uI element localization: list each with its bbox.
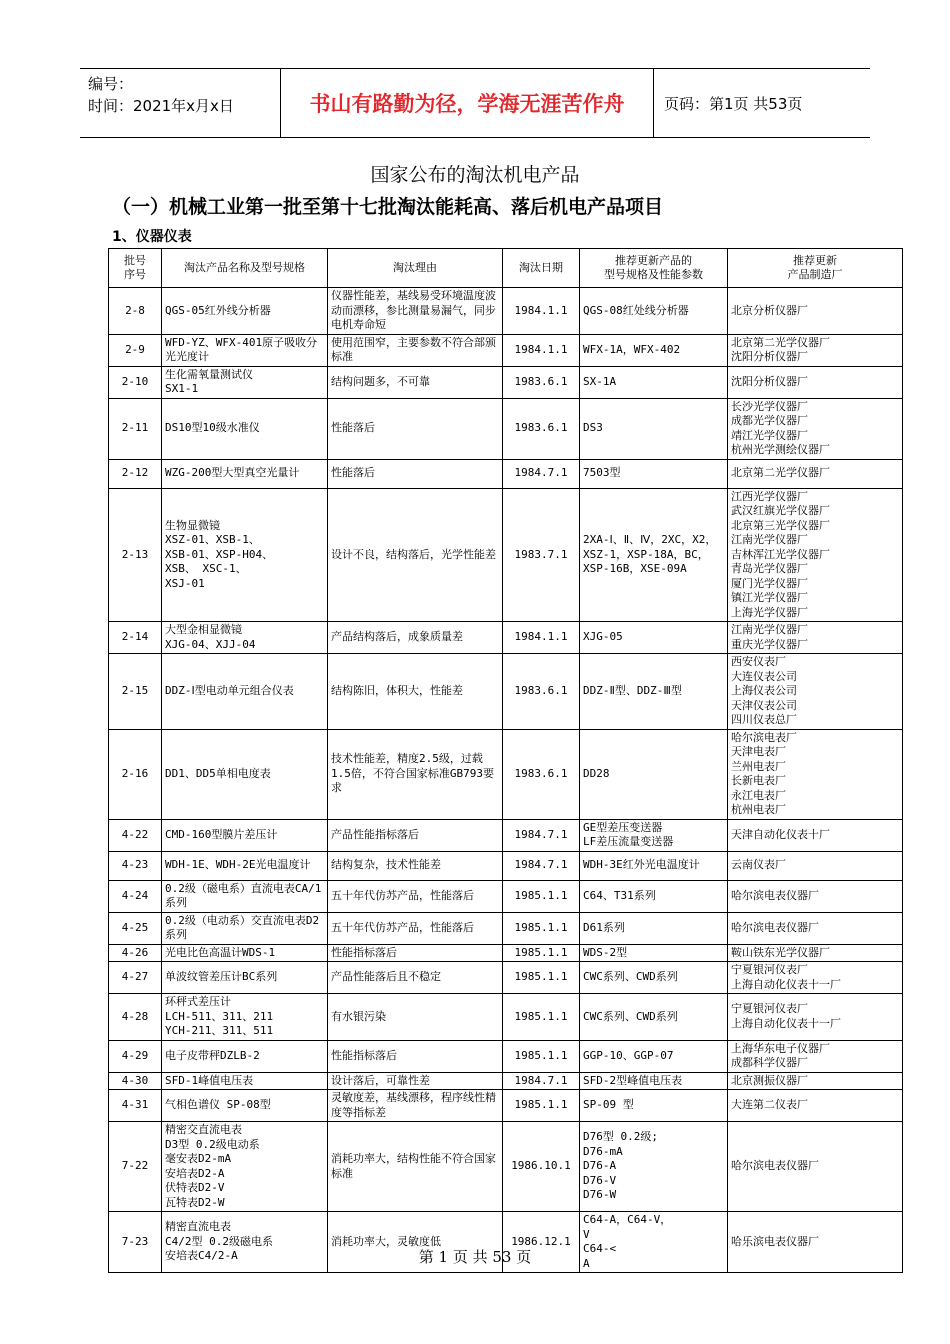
recommended-product: SX-1A (580, 366, 728, 398)
table-row (109, 288, 903, 335)
recommended-maker: 沈阳分析仪器厂 (728, 366, 903, 398)
row-number: 2-16 (109, 729, 162, 819)
table-header-row (109, 249, 903, 288)
table-row (109, 962, 903, 994)
elimination-reason: 产品性能落后且不稳定 (328, 962, 503, 994)
elimination-reason: 性能落后 (328, 398, 503, 459)
column-header: 淘汰理由 (328, 249, 503, 288)
elimination-reason: 消耗功率大，结构性能不符合国家标准 (328, 1122, 503, 1212)
elimination-date: 1985.1.1 (503, 962, 580, 994)
elimination-date: 1984.7.1 (503, 851, 580, 880)
table-row (109, 994, 903, 1041)
elimination-date: 1983.6.1 (503, 654, 580, 730)
recommended-product: C64-A，C64-V， V C64-< A (580, 1212, 728, 1273)
table-row (109, 944, 903, 962)
recommended-product: XJG-05 (580, 622, 728, 654)
product-name: 气相色谱仪 SP-08型 (162, 1090, 328, 1122)
product-name: 精密直流电表 C4/2型 0.2级磁电系 安培表C4/2-A (162, 1212, 328, 1273)
recommended-product: CWC系列、CWD系列 (580, 962, 728, 994)
product-name: 大型金相显微镜 XJG-04、XJJ-04 (162, 622, 328, 654)
recommended-maker: 江西光学仪器厂 武汉红旗光学仪器厂 北京第三光学仪器厂 江南光学仪器厂 吉林浑江光学仪器厂 青岛光学仪器厂 厦门光学仪器厂 镇江光学仪器厂 上海光学仪器厂 (728, 488, 903, 622)
elimination-reason: 产品结构落后，成象质量差 (328, 622, 503, 654)
column-header: 批号 序号 (109, 249, 162, 288)
column-header: 淘汰产品名称及型号规格 (162, 249, 328, 288)
elimination-date: 1984.7.1 (503, 819, 580, 851)
product-name: 0.2级（电动系）交直流电表D2系列 (162, 912, 328, 944)
column-header: 淘汰日期 (503, 249, 580, 288)
page-label: 页码：第1页 共53页 (664, 94, 803, 113)
row-number: 4-24 (109, 880, 162, 912)
table-row (109, 912, 903, 944)
recommended-product: D76型 0.2级; D76-mA D76-A D76-V D76-W (580, 1122, 728, 1212)
header-meta (80, 69, 280, 137)
elimination-reason: 灵敏度差，基线漂移，程序线性精度等指标差 (328, 1090, 503, 1122)
row-number: 7-22 (109, 1122, 162, 1212)
table-row (109, 459, 903, 488)
product-name: 0.2级（磁电系）直流电表CA/1系列 (162, 880, 328, 912)
recommended-product: SFD-2型峰值电压表 (580, 1072, 728, 1090)
document-title: 国家公布的淘汰机电产品 (370, 164, 580, 186)
row-number: 2-11 (109, 398, 162, 459)
table-row (109, 622, 903, 654)
recommended-maker: 长沙光学仪器厂 成都光学仪器厂 靖江光学仪器厂 杭州光学测绘仪器厂 (728, 398, 903, 459)
recommended-maker: 宁夏银河仪表厂 上海自动化仪表十一厂 (728, 962, 903, 994)
section-heading: 1、仪器仪表 (112, 229, 192, 245)
row-number: 2-14 (109, 622, 162, 654)
recommended-maker: 宁夏银河仪表厂 上海自动化仪表十一厂 (728, 994, 903, 1041)
elimination-date: 1985.1.1 (503, 944, 580, 962)
elimination-reason: 五十年代仿苏产品，性能落后 (328, 912, 503, 944)
elimination-date: 1984.7.1 (503, 459, 580, 488)
elimination-reason: 性能指标落后 (328, 944, 503, 962)
product-name: SFD-1峰值电压表 (162, 1072, 328, 1090)
document-subtitle: （一）机械工业第一批至第十七批淘汰能耗高、落后机电产品项目 (112, 196, 664, 218)
page-header (80, 68, 870, 138)
product-name: DS10型10级水准仪 (162, 398, 328, 459)
elimination-date: 1984.1.1 (503, 288, 580, 335)
row-number: 4-31 (109, 1090, 162, 1122)
product-name: DDZ-Ⅰ型电动单元组合仪表 (162, 654, 328, 730)
product-name: 电子皮带秤DZLB-2 (162, 1040, 328, 1072)
elimination-reason: 技术性能差，精度2.5级，过载1.5倍，不符合国家标准GB793要求 (328, 729, 503, 819)
elimination-reason: 五十年代仿苏产品，性能落后 (328, 880, 503, 912)
table-row (109, 654, 903, 730)
product-name: 生物显微镜 XSZ-01、XSB-1、 XSB-01、XSP-H04、 XSB、 XSC-1、 XSJ-01 (162, 488, 328, 622)
recommended-product: WFX-1A，WFX-402 (580, 334, 728, 366)
recommended-product: WDH-3E红外光电温度计 (580, 851, 728, 880)
table-row (109, 488, 903, 622)
recommended-product: DS3 (580, 398, 728, 459)
elimination-reason: 结构问题多，不可靠 (328, 366, 503, 398)
recommended-maker: 天津自动化仪表十厂 (728, 819, 903, 851)
recommended-product: DDZ-Ⅱ型、DDZ-Ⅲ型 (580, 654, 728, 730)
elimination-date: 1983.7.1 (503, 488, 580, 622)
row-number: 4-27 (109, 962, 162, 994)
elimination-date: 1986.10.1 (503, 1122, 580, 1212)
product-name: WDH-1E、WDH-2E光电温度计 (162, 851, 328, 880)
row-number: 2-13 (109, 488, 162, 622)
recommended-maker: 北京测振仪器厂 (728, 1072, 903, 1090)
elimination-date: 1985.1.1 (503, 994, 580, 1041)
elimination-reason: 仪器性能差，基线易受环境温度波动而漂移，参比测量易漏气，同步电机寿命短 (328, 288, 503, 335)
row-number: 4-23 (109, 851, 162, 880)
elimination-date: 1985.1.1 (503, 1040, 580, 1072)
product-name: DD1、DD5单相电度表 (162, 729, 328, 819)
recommended-product: D61系列 (580, 912, 728, 944)
product-name: 环秤式差压计 LCH-511、311、211 YCH-211、311、511 (162, 994, 328, 1041)
recommended-maker: 大连第二仪表厂 (728, 1090, 903, 1122)
elimination-date: 1984.1.1 (503, 334, 580, 366)
row-number: 4-28 (109, 994, 162, 1041)
recommended-product: WDS-2型 (580, 944, 728, 962)
table-row (109, 1040, 903, 1072)
products-table (108, 248, 903, 1273)
elimination-date: 1985.1.1 (503, 912, 580, 944)
elimination-date: 1984.7.1 (503, 1072, 580, 1090)
product-name: WFD-YZ、WFX-401原子吸收分光光度计 (162, 334, 328, 366)
elimination-date: 1985.1.1 (503, 880, 580, 912)
recommended-maker: 哈尔滨电表厂 天津电表厂 兰州电表厂 长新电表厂 永江电表厂 杭州电表厂 (728, 729, 903, 819)
elimination-reason: 设计不良，结构落后，光学性能差 (328, 488, 503, 622)
recommended-maker: 哈乐滨电表仪器厂 (728, 1212, 903, 1273)
recommended-product: QGS-08红处线分析器 (580, 288, 728, 335)
table-row (109, 851, 903, 880)
page-footer: 第 1 页 共 53 页 (418, 1248, 532, 1266)
elimination-reason: 设计落后，可靠性差 (328, 1072, 503, 1090)
product-name: QGS-05红外线分析器 (162, 288, 328, 335)
recommended-product: CWC系列、CWD系列 (580, 994, 728, 1041)
table-row (109, 398, 903, 459)
recommended-product: SP-09 型 (580, 1090, 728, 1122)
elimination-reason: 结构陈旧，体积大，性能差 (328, 654, 503, 730)
row-number: 4-29 (109, 1040, 162, 1072)
elimination-date: 1983.6.1 (503, 729, 580, 819)
elimination-reason: 性能指标落后 (328, 1040, 503, 1072)
recommended-maker: 北京分析仪器厂 (728, 288, 903, 335)
number-label: 编号： (88, 75, 134, 93)
table-row (109, 334, 903, 366)
elimination-date: 1986.12.1 (503, 1212, 580, 1273)
recommended-product: GE型差压变送器 LF差压流量变送器 (580, 819, 728, 851)
recommended-product: GGP-10、GGP-07 (580, 1040, 728, 1072)
recommended-product: DD28 (580, 729, 728, 819)
recommended-maker: 鞍山铁东光学仪器厂 (728, 944, 903, 962)
elimination-reason: 性能落后 (328, 459, 503, 488)
product-name: 光电比色高温计WDS-1 (162, 944, 328, 962)
row-number: 7-23 (109, 1212, 162, 1273)
row-number: 2-8 (109, 288, 162, 335)
table-row (109, 880, 903, 912)
elimination-date: 1983.6.1 (503, 398, 580, 459)
column-header: 推荐更新 产品制造厂 (728, 249, 903, 288)
recommended-maker: 哈尔滨电表仪器厂 (728, 880, 903, 912)
recommended-maker: 北京第二光学仪器厂 (728, 459, 903, 488)
product-name: CMD-160型膜片差压计 (162, 819, 328, 851)
recommended-maker: 北京第二光学仪器厂 沈阳分析仪器厂 (728, 334, 903, 366)
table-row (109, 1122, 903, 1212)
row-number: 2-10 (109, 366, 162, 398)
table-row (109, 1090, 903, 1122)
row-number: 2-12 (109, 459, 162, 488)
elimination-date: 1983.6.1 (503, 366, 580, 398)
recommended-product: 2XA-Ⅰ、Ⅱ、Ⅳ，2XC，X2，XSZ-1，XSP-18A，BC，XSP-16B，XSE-09A (580, 488, 728, 622)
table-row (109, 1072, 903, 1090)
elimination-reason: 结构复杂，技术性能差 (328, 851, 503, 880)
product-name: 单波纹管差压计BC系列 (162, 962, 328, 994)
column-header: 推荐更新产品的 型号规格及性能参数 (580, 249, 728, 288)
table-row (109, 366, 903, 398)
row-number: 4-22 (109, 819, 162, 851)
product-name: 生化需氧量测试仪 SX1-1 (162, 366, 328, 398)
row-number: 2-15 (109, 654, 162, 730)
row-number: 4-25 (109, 912, 162, 944)
recommended-maker: 西安仪表厂 大连仪表公司 上海仪表公司 天津仪表公司 四川仪表总厂 (728, 654, 903, 730)
elimination-reason: 使用范围窄，主要参数不符合部颁标准 (328, 334, 503, 366)
table-row (109, 819, 903, 851)
row-number: 2-9 (109, 334, 162, 366)
elimination-date: 1984.1.1 (503, 622, 580, 654)
motto: 书山有路勤为径，学海无涯苦作舟 (280, 69, 654, 137)
elimination-reason: 有水银污染 (328, 994, 503, 1041)
elimination-reason: 消耗功率大，灵敏度低 (328, 1212, 503, 1273)
recommended-maker: 哈尔滨电表仪器厂 (728, 912, 903, 944)
product-name: WZG-200型大型真空光量计 (162, 459, 328, 488)
recommended-maker: 江南光学仪器厂 重庆光学仪器厂 (728, 622, 903, 654)
product-name: 精密交直流电表 D3型 0.2级电动系 毫安表D2-mA 安培表D2-A 伏特表D2-V 瓦特表D2-W (162, 1122, 328, 1212)
recommended-maker: 上海华东电子仪器厂 成都科学仪器厂 (728, 1040, 903, 1072)
recommended-maker: 哈尔滨电表仪器厂 (728, 1122, 903, 1212)
recommended-product: 7503型 (580, 459, 728, 488)
row-number: 4-30 (109, 1072, 162, 1090)
time-label: 时间：2021年x月x日 (88, 97, 234, 115)
table-row (109, 729, 903, 819)
elimination-date: 1985.1.1 (503, 1090, 580, 1122)
recommended-maker: 云南仪表厂 (728, 851, 903, 880)
elimination-reason: 产品性能指标落后 (328, 819, 503, 851)
row-number: 4-26 (109, 944, 162, 962)
recommended-product: C64、T31系列 (580, 880, 728, 912)
